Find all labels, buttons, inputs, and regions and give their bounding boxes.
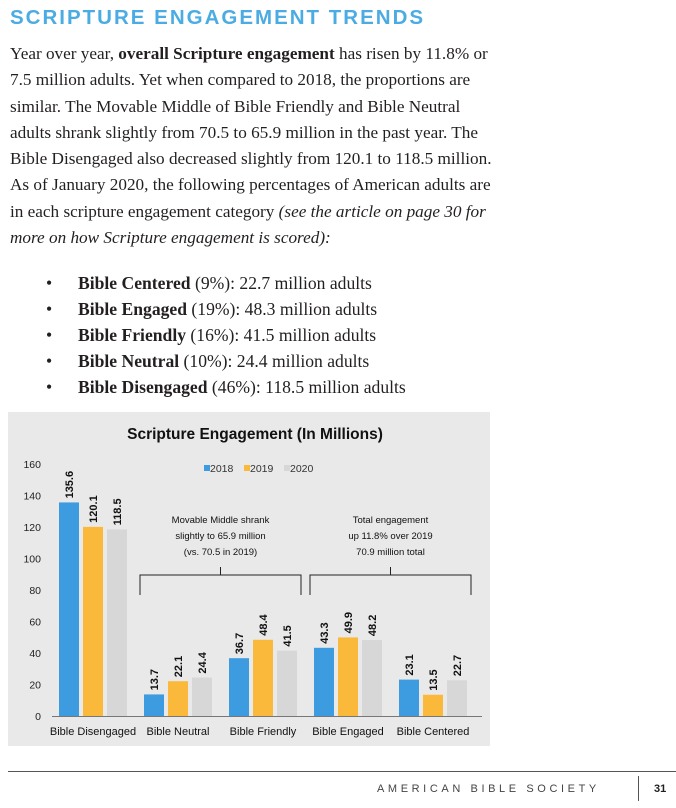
bar-2019 xyxy=(253,640,273,716)
annotation-bracket xyxy=(310,575,471,595)
y-tick-label: 0 xyxy=(35,711,41,723)
annotation-text: Total engagement xyxy=(352,515,429,526)
legend-label-2018: 2018 xyxy=(210,463,234,475)
intro-italic-note: (see the article on page 30 for more on how Scripture engagement is scored): xyxy=(10,201,486,248)
bullet-dot: • xyxy=(46,377,53,397)
data-label: 41.5 xyxy=(282,625,294,647)
y-tick-label: 40 xyxy=(29,648,41,660)
bar-2018 xyxy=(229,658,249,716)
data-label: 13.7 xyxy=(149,669,161,691)
engagement-category-list xyxy=(46,270,406,400)
y-tick-label: 120 xyxy=(23,522,41,534)
list-item xyxy=(46,348,406,374)
bar-2019 xyxy=(423,695,443,716)
x-category-label: Bible Centered xyxy=(396,726,470,738)
category-detail: (16%): 41.5 million adults xyxy=(186,325,377,345)
category-detail: (19%): 48.3 million adults xyxy=(187,299,378,319)
bar-2019 xyxy=(83,527,103,716)
x-category-label: Bible Friendly xyxy=(229,726,297,738)
y-tick-label: 160 xyxy=(23,459,41,471)
annotation-text: slightly to 65.9 million xyxy=(175,531,266,542)
footer-organization: AMERICAN BIBLE SOCIETY xyxy=(377,783,600,795)
category-detail: (10%): 24.4 million adults xyxy=(179,351,370,371)
x-category-label: Bible Neutral xyxy=(146,726,210,738)
list-item xyxy=(46,296,406,322)
bar-2019 xyxy=(168,681,188,716)
category-name: Bible Engaged xyxy=(78,299,188,319)
intro-text-1: Year over year, xyxy=(10,44,119,63)
category-name: Bible Centered xyxy=(78,273,191,293)
footer-separator xyxy=(638,776,639,801)
bar-2018 xyxy=(399,680,419,716)
bar-2018 xyxy=(314,648,334,716)
chart-canvas xyxy=(8,412,490,746)
y-tick-label: 20 xyxy=(29,679,41,692)
legend-label-2020: 2020 xyxy=(290,463,314,475)
y-tick-label: 140 xyxy=(23,490,41,503)
bullet-dot: • xyxy=(46,273,53,293)
list-item xyxy=(46,322,406,348)
category-detail: (9%): 22.7 million adults xyxy=(190,273,372,293)
data-label: 135.6 xyxy=(64,470,76,499)
y-tick-label: 80 xyxy=(29,585,41,597)
data-label: 43.3 xyxy=(319,622,331,644)
bar-2018 xyxy=(144,694,164,716)
intro-text-2: has risen by 11.8% or 7.5 million adults. Yet when compared to 2018, the proportions are similar. The Movable Middle of Bible Friendly and Bible Neutral adults shrank slightly from 70.5 to 65.9 million in the past year. The Bible Disengaged also decreased slightly from 120.1 to 118.5 million. As of January 2020, the following percentages of American adults are in each scripture engagement category xyxy=(10,44,492,221)
bar-2020 xyxy=(107,529,127,716)
category-name: Bible Disengaged xyxy=(78,377,208,397)
section-heading: SCRIPTURE ENGAGEMENT TRENDS xyxy=(10,6,426,29)
chart-title: Scripture Engagement (In Millions) xyxy=(127,426,383,443)
intro-bold-phrase: overall Scripture engagement xyxy=(118,44,335,63)
bar-2020 xyxy=(362,640,382,716)
data-label: 23.1 xyxy=(404,654,416,676)
data-label: 36.7 xyxy=(234,632,246,655)
intro-paragraph xyxy=(10,41,500,251)
annotation-text: Movable Middle shrank xyxy=(171,515,270,526)
data-label: 49.9 xyxy=(343,611,355,634)
x-category-label: Bible Engaged xyxy=(312,726,384,738)
y-tick-label: 60 xyxy=(29,616,41,629)
data-label: 48.2 xyxy=(367,614,379,637)
data-label: 24.4 xyxy=(197,652,209,674)
bar-2018 xyxy=(59,502,79,716)
y-tick-label: 100 xyxy=(23,553,41,566)
data-label: 13.5 xyxy=(428,669,440,691)
data-label: 22.7 xyxy=(452,654,464,677)
data-label: 48.4 xyxy=(258,614,270,636)
legend-label-2019: 2019 xyxy=(250,463,274,475)
scripture-engagement-chart xyxy=(8,412,490,746)
x-category-label: Bible Disengaged xyxy=(49,726,137,738)
bullet-dot: • xyxy=(46,351,53,371)
bar-2020 xyxy=(277,651,297,716)
list-item xyxy=(46,374,406,400)
bullet-dot: • xyxy=(46,299,53,319)
category-name: Bible Friendly xyxy=(78,325,187,345)
annotation-text: up 11.8% over 2019 xyxy=(348,531,433,542)
page-number: 31 xyxy=(654,783,667,795)
list-item xyxy=(46,270,406,296)
category-detail: (46%): 118.5 million adults xyxy=(207,377,406,397)
bar-2020 xyxy=(192,678,212,716)
data-label: 118.5 xyxy=(112,498,124,526)
category-name: Bible Neutral xyxy=(78,351,180,371)
annotation-text: (vs. 70.5 in 2019) xyxy=(183,547,258,558)
footer-divider xyxy=(8,771,676,772)
bar-2020 xyxy=(447,680,467,716)
data-label: 120.1 xyxy=(88,495,100,523)
annotation-bracket xyxy=(140,575,301,595)
bullet-dot: • xyxy=(46,325,53,345)
data-label: 22.1 xyxy=(173,655,185,678)
bar-2019 xyxy=(338,637,358,716)
annotation-text: 70.9 million total xyxy=(356,547,425,558)
